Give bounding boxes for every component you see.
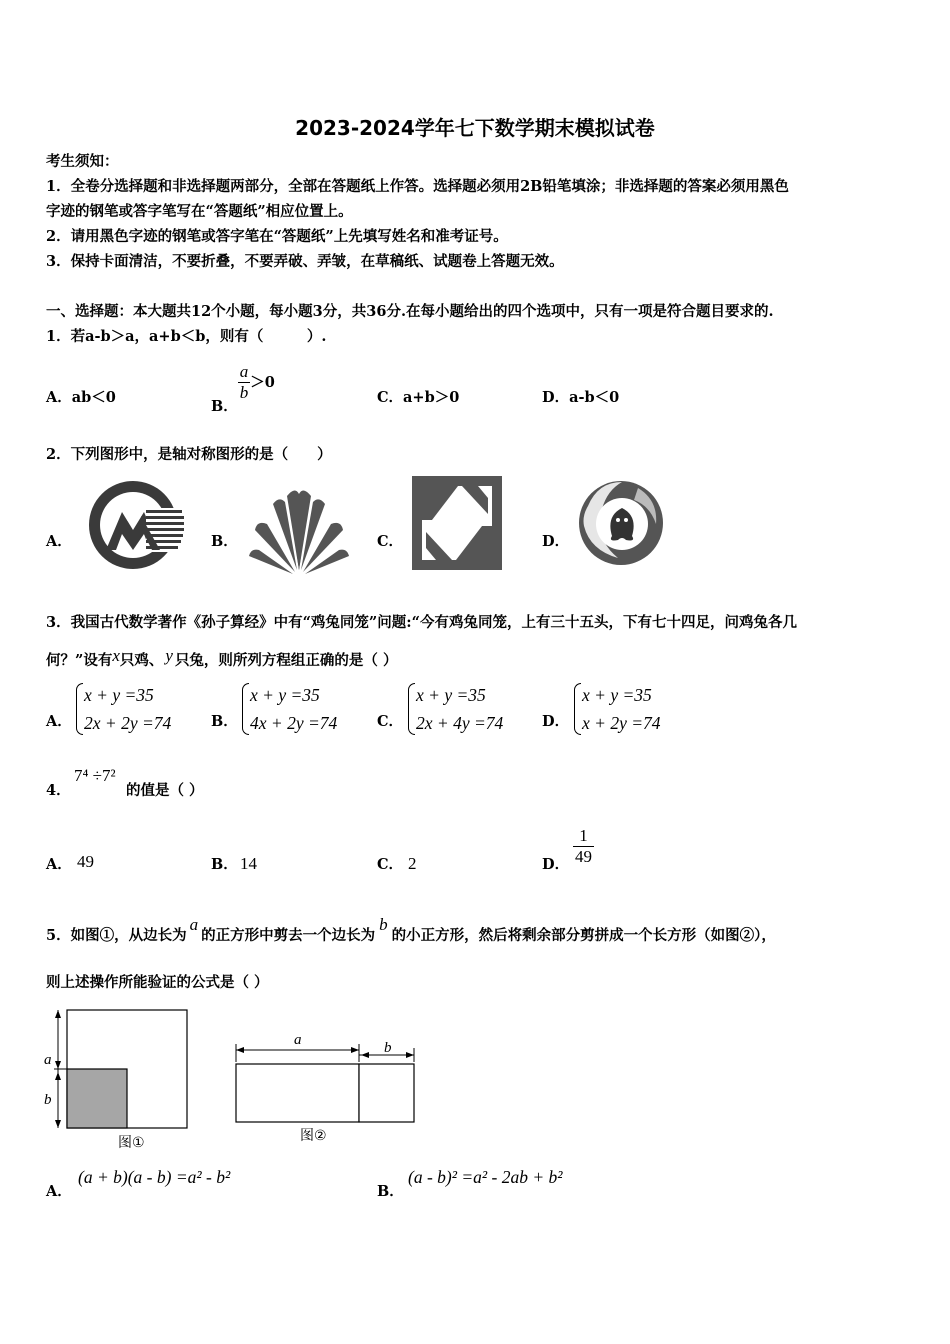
- question-3-stem-line-2: [46, 646, 398, 671]
- equation-1: x + y =35: [250, 685, 320, 705]
- question-3-stem-line-1: 3．我国古代数学著作《孙子算经》中有“鸡兔同笼”问题:“今有鸡兔同笼，上有三十五头，下有七十四足，问鸡兔各几: [46, 614, 797, 631]
- notice-item-1-cont: 字迹的钢笔或答字笔写在“答题纸”相应位置上。: [46, 203, 353, 220]
- denominator: b: [239, 383, 249, 402]
- equation-2: 2x + 2y =74: [84, 713, 172, 733]
- stem-part: 何？”设有: [46, 652, 113, 669]
- figure-1-label-a: a: [44, 1052, 52, 1068]
- equation-1: x + y =35: [582, 685, 652, 705]
- question-2-option-b-label: B．: [211, 533, 238, 550]
- equation-2: 2x + 4y =74: [416, 713, 504, 733]
- question-2-option-d-label: D．: [542, 533, 570, 550]
- question-3-option-c-system: [404, 681, 503, 737]
- equation-2: x + 2y =74: [582, 713, 661, 733]
- notice-heading: 考生须知：: [46, 153, 119, 170]
- question-5-stem-line-1: [46, 915, 776, 946]
- question-4-option-d: [573, 826, 594, 867]
- variable-y: y: [165, 646, 173, 665]
- question-4-option-a-label: A．: [46, 856, 72, 873]
- question-4-option-a: 49: [77, 852, 94, 871]
- option-b-tail: ＞0: [250, 373, 275, 391]
- question-4-option-b: 14: [240, 854, 257, 873]
- question-4-option-c-label: C．: [377, 856, 404, 873]
- question-1-option-b: [211, 362, 275, 415]
- question-2-stem: 2．下列图形中，是轴对称图形的是（ ）: [46, 446, 332, 463]
- section-1-heading: 一、选择题：本大题共12个小题，每小题3分，共36分.在每小题给出的四个选项中，只有一项是符合题目要求的.: [46, 303, 774, 320]
- option-b-label: B．: [211, 397, 238, 415]
- figure-1-caption: 图①: [118, 1135, 145, 1151]
- numerator: a: [239, 362, 249, 381]
- question-3-option-d-system: [570, 681, 661, 737]
- question-4-number: 4．: [46, 782, 71, 799]
- question-3-option-d-label: D．: [542, 713, 570, 730]
- question-5-stem-line-2: 则上述操作所能验证的公式是（ ）: [46, 974, 269, 991]
- logo-a-bank-icon: [86, 478, 184, 572]
- figure-1-square-diagram: [40, 1002, 200, 1152]
- question-3-option-a-label: A．: [46, 713, 72, 730]
- stem-part: 的小正方形，然后将剩余部分剪拼成一个长方形（如图②），: [391, 927, 776, 944]
- logo-c-square-icon: [412, 476, 502, 570]
- figure-2-label-a: a: [294, 1032, 302, 1048]
- notice-item-1: 1．全卷分选择题和非选择题两部分，全部在答题纸上作答。选择题必须用2B铅笔填涂；非选择题的答案必须用黑色: [46, 178, 789, 195]
- question-3-option-c-label: C．: [377, 713, 404, 730]
- question-2-option-c-label: C．: [377, 533, 404, 550]
- stem-part: 只兔，则所列方程组正确的是（ ）: [174, 652, 398, 669]
- notice-item-3: 3．保持卡面清洁，不要折叠，不要弄破、弄皱，在草稿纸、试题卷上答题无效。: [46, 253, 564, 270]
- question-2-option-a-label: A．: [46, 533, 72, 550]
- figure-2-rectangle-diagram: [228, 1028, 423, 1148]
- question-1-stem: 1．若a-b＞a，a+b＜b，则有（ ）.: [46, 328, 327, 345]
- stem-part: 只鸡、: [119, 652, 164, 669]
- fraction-a-over-b: [238, 362, 251, 403]
- question-4-expression: 7⁴ ÷7²: [74, 766, 116, 785]
- question-5-option-b-label: B．: [377, 1183, 404, 1200]
- question-4-option-d-label: D．: [542, 856, 570, 873]
- question-3-option-a-system: [72, 681, 171, 737]
- question-1-option-a: A．ab＜0: [46, 389, 116, 406]
- figure-2-caption: 图②: [300, 1128, 327, 1144]
- variable-x: x: [112, 646, 120, 665]
- logo-b-petal-icon: [249, 486, 349, 576]
- question-3-option-b-label: B．: [211, 713, 238, 730]
- question-4-option-c: 2: [408, 854, 417, 873]
- equation-1: x + y =35: [416, 685, 486, 705]
- logo-d-penguin-icon: [578, 476, 664, 570]
- question-1-option-d: D．a-b＜0: [542, 389, 620, 406]
- question-3-option-b-system: [238, 681, 337, 737]
- variable-b: b: [379, 915, 388, 934]
- question-5-option-b: (a - b)² =a² - 2ab + b²: [408, 1167, 563, 1187]
- equation-2: 4x + 2y =74: [250, 713, 338, 733]
- variable-a: a: [189, 915, 199, 934]
- question-4-option-b-label: B．: [211, 856, 238, 873]
- question-1-option-c: C．a+b＞0: [377, 389, 460, 406]
- question-5-option-a: (a + b)(a - b) =a² - b²: [78, 1167, 231, 1187]
- stem-part: 5．如图①，从边长为: [46, 927, 187, 944]
- stem-part: 的正方形中剪去一个边长为: [201, 927, 376, 944]
- denominator: 49: [575, 847, 592, 866]
- question-5-option-a-label: A．: [46, 1183, 72, 1200]
- numerator: 1: [573, 826, 594, 847]
- question-4-stem: 的值是（ ）: [126, 782, 204, 799]
- fraction-1-over-49: [573, 826, 594, 867]
- page-title: 2023-2024学年七下数学期末模拟试卷: [295, 116, 655, 140]
- figure-2-label-b: b: [384, 1040, 392, 1056]
- notice-item-2: 2．请用黑色字迹的钢笔或答字笔在“答题纸”上先填写姓名和准考证号。: [46, 228, 508, 245]
- equation-1: x + y =35: [84, 685, 154, 705]
- figure-1-label-b: b: [44, 1092, 52, 1108]
